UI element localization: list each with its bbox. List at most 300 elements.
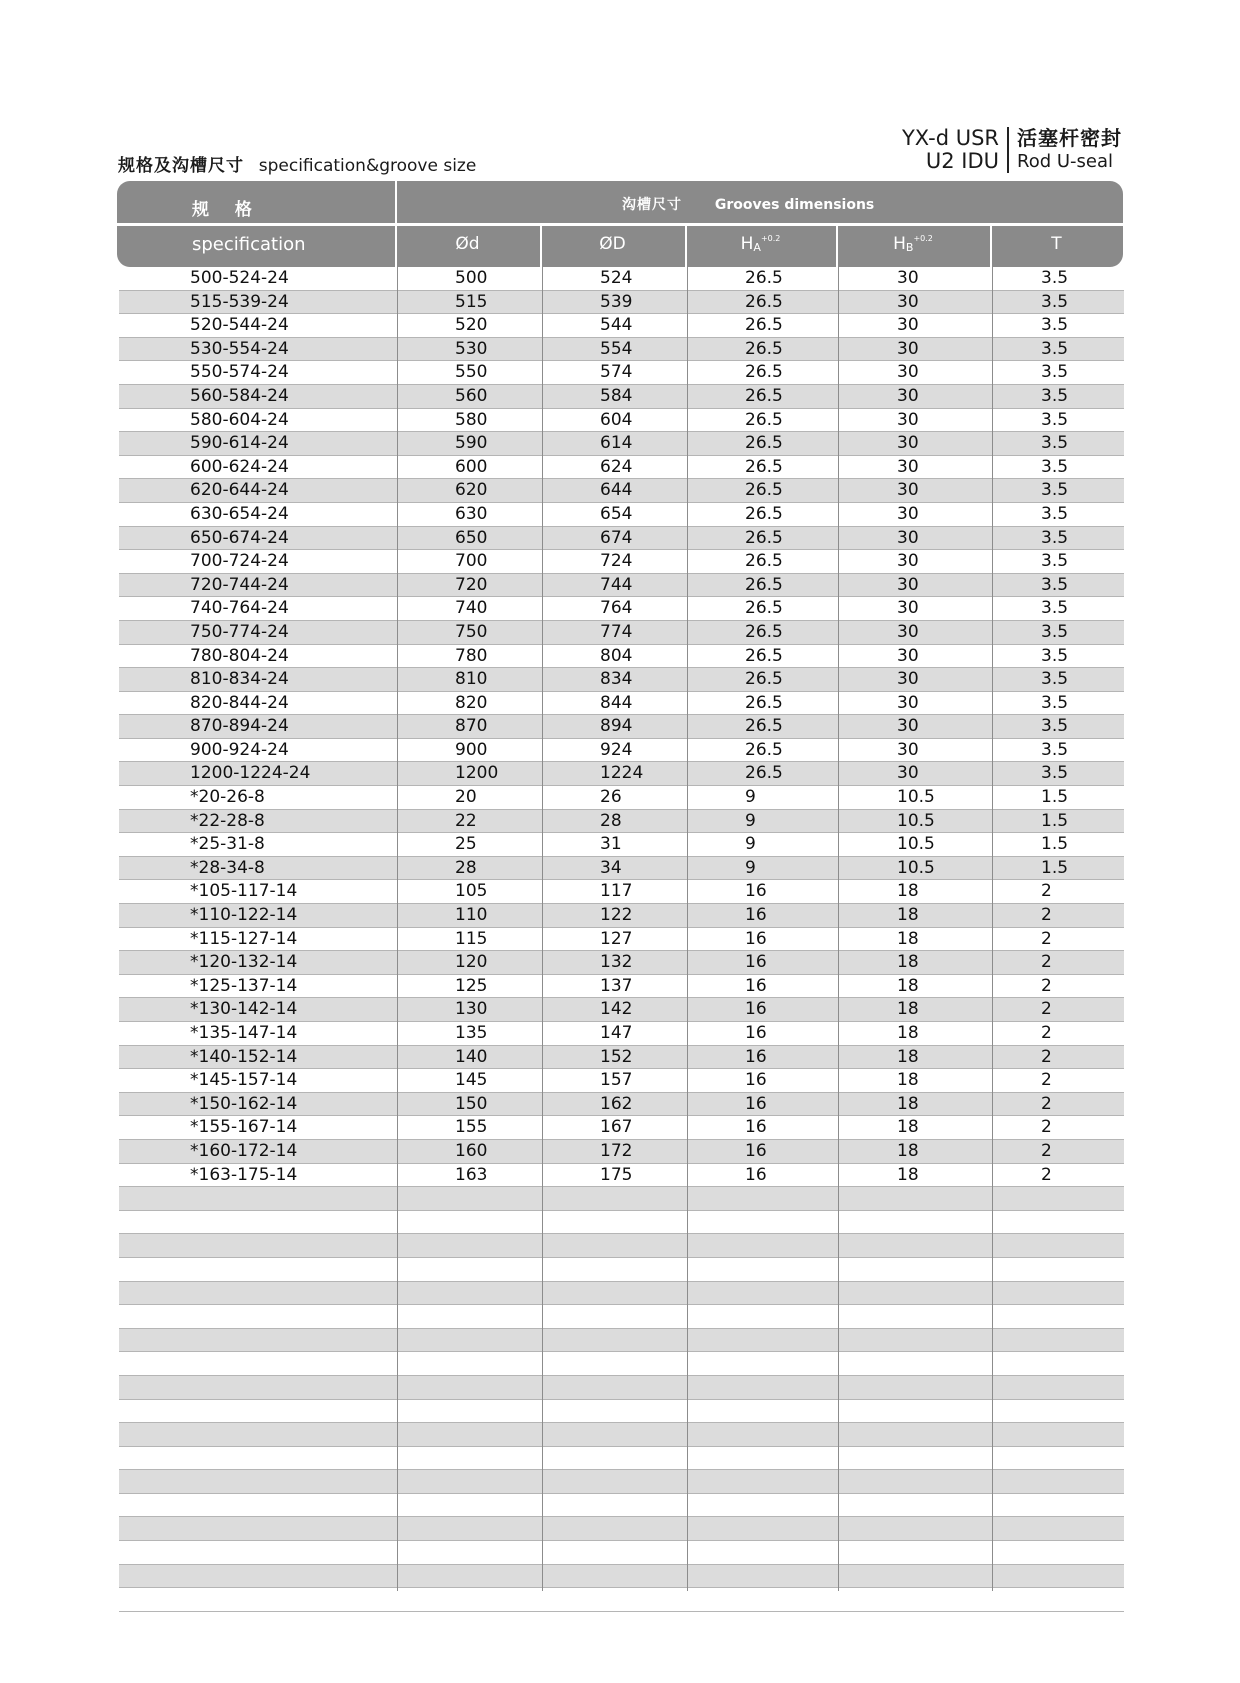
cell-spec: *155-167-14 xyxy=(190,1117,298,1138)
cell-D: 26 xyxy=(600,787,622,808)
cell-t: 3.5 xyxy=(1041,362,1069,383)
cell-ha: 26.5 xyxy=(745,362,783,383)
cell-d: 500 xyxy=(455,268,488,288)
table-row xyxy=(119,1400,1124,1424)
cell-D: 624 xyxy=(600,456,633,477)
cell-d: 900 xyxy=(455,739,488,760)
table-row xyxy=(119,385,1124,409)
table-row xyxy=(119,597,1124,621)
model-codes xyxy=(902,127,1009,173)
table-row xyxy=(119,810,1124,834)
table-row xyxy=(119,1329,1124,1353)
cell-D: 122 xyxy=(600,905,633,926)
cell-hb: 18 xyxy=(897,928,919,949)
table-row xyxy=(119,550,1124,574)
header-col-hb-tolerance: +0.2 xyxy=(913,234,933,243)
cell-hb: 30 xyxy=(897,480,919,501)
cell-spec: *22-28-8 xyxy=(190,810,265,831)
cell-spec: 550-574-24 xyxy=(190,362,289,383)
cell-d: 22 xyxy=(455,810,477,831)
header-divider xyxy=(117,223,1123,226)
cell-t: 3.5 xyxy=(1041,456,1069,477)
cell-ha: 9 xyxy=(745,857,756,878)
cell-D: 152 xyxy=(600,1046,633,1067)
cell-ha: 16 xyxy=(745,1093,767,1114)
table-row xyxy=(119,998,1124,1022)
cell-hb: 18 xyxy=(897,1117,919,1138)
cell-ha: 26.5 xyxy=(745,669,783,690)
cell-t: 3.5 xyxy=(1041,716,1069,737)
header-col-ha-main: H xyxy=(740,234,754,254)
cell-hb: 30 xyxy=(897,763,919,784)
cell-ha: 26.5 xyxy=(745,503,783,524)
table-row xyxy=(119,762,1124,786)
table-row xyxy=(119,1093,1124,1117)
cell-t: 2 xyxy=(1041,1070,1052,1091)
cell-D: 614 xyxy=(600,433,633,454)
cell-hb: 30 xyxy=(897,409,919,430)
cell-spec: *135-147-14 xyxy=(190,1023,298,1043)
cell-ha: 16 xyxy=(745,905,767,926)
cell-t: 3.5 xyxy=(1041,669,1069,690)
cell-ha: 16 xyxy=(745,1117,767,1138)
table-row xyxy=(119,1211,1124,1235)
table-row xyxy=(119,928,1124,952)
table-row xyxy=(119,715,1124,739)
cell-t: 2 xyxy=(1041,1023,1052,1043)
cell-spec: 810-834-24 xyxy=(190,669,289,690)
cell-hb: 30 xyxy=(897,574,919,595)
cell-D: 584 xyxy=(600,385,633,406)
cell-d: 600 xyxy=(455,456,488,477)
cell-spec: 720-744-24 xyxy=(190,574,289,595)
cell-spec: *145-157-14 xyxy=(190,1070,298,1091)
cell-spec: 520-544-24 xyxy=(190,315,289,336)
cell-d: 163 xyxy=(455,1164,488,1185)
table-row xyxy=(119,527,1124,551)
cell-t: 2 xyxy=(1041,1164,1052,1185)
column-divider-spec xyxy=(397,267,398,1591)
cell-d: 590 xyxy=(455,433,488,454)
cell-ha: 26.5 xyxy=(745,598,783,619)
cell-t: 3.5 xyxy=(1041,409,1069,430)
cell-t: 3.5 xyxy=(1041,645,1069,666)
cell-ha: 26.5 xyxy=(745,385,783,406)
header-col-d: Ød xyxy=(455,234,480,254)
cell-d: 135 xyxy=(455,1023,488,1043)
cell-t: 3.5 xyxy=(1041,598,1069,619)
cell-D: 132 xyxy=(600,952,633,973)
cell-t: 2 xyxy=(1041,1093,1052,1114)
cell-D: 28 xyxy=(600,810,622,831)
cell-t: 3.5 xyxy=(1041,527,1069,548)
cell-t: 3.5 xyxy=(1041,621,1069,642)
cell-hb: 18 xyxy=(897,1046,919,1067)
cell-t: 3.5 xyxy=(1041,268,1069,288)
cell-hb: 18 xyxy=(897,881,919,902)
cell-ha: 16 xyxy=(745,1164,767,1185)
cell-D: 544 xyxy=(600,315,633,336)
cell-D: 604 xyxy=(600,409,633,430)
table-body xyxy=(119,267,1124,1612)
cell-t: 3.5 xyxy=(1041,385,1069,406)
table-row xyxy=(119,786,1124,810)
page-heading xyxy=(118,151,476,176)
cell-spec: *110-122-14 xyxy=(190,905,298,926)
cell-hb: 30 xyxy=(897,338,919,359)
table-row xyxy=(119,1517,1124,1541)
cell-D: 804 xyxy=(600,645,633,666)
cell-hb: 18 xyxy=(897,999,919,1020)
table-row xyxy=(119,503,1124,527)
header-groove-cn: 沟槽尺寸 xyxy=(622,197,682,213)
cell-t: 2 xyxy=(1041,905,1052,926)
table-row xyxy=(119,645,1124,669)
table-row xyxy=(119,1494,1124,1518)
cell-t: 1.5 xyxy=(1041,834,1069,855)
table-row xyxy=(119,857,1124,881)
cell-ha: 9 xyxy=(745,787,756,808)
table-row xyxy=(119,1447,1124,1471)
cell-D: 175 xyxy=(600,1164,633,1185)
cell-D: 162 xyxy=(600,1093,633,1114)
cell-spec: 500-524-24 xyxy=(190,268,289,288)
cell-t: 2 xyxy=(1041,928,1052,949)
cell-hb: 30 xyxy=(897,385,919,406)
cell-d: 520 xyxy=(455,315,488,336)
cell-ha: 26.5 xyxy=(745,338,783,359)
table-row xyxy=(119,1046,1124,1070)
cell-d: 130 xyxy=(455,999,488,1020)
cell-t: 2 xyxy=(1041,999,1052,1020)
table-row xyxy=(119,951,1124,975)
cell-t: 1.5 xyxy=(1041,787,1069,808)
cell-spec: *160-172-14 xyxy=(190,1140,298,1161)
cell-ha: 26.5 xyxy=(745,692,783,713)
table-row xyxy=(119,291,1124,315)
cell-ha: 26.5 xyxy=(745,551,783,572)
cell-D: 167 xyxy=(600,1117,633,1138)
cell-D: 724 xyxy=(600,551,633,572)
cell-hb: 30 xyxy=(897,291,919,312)
cell-D: 147 xyxy=(600,1023,633,1043)
header-spec-cn: 规 格 xyxy=(192,200,262,220)
cell-t: 3.5 xyxy=(1041,763,1069,784)
cell-D: 31 xyxy=(600,834,622,855)
cell-d: 580 xyxy=(455,409,488,430)
cell-ha: 16 xyxy=(745,952,767,973)
cell-d: 1200 xyxy=(455,763,499,784)
table-row xyxy=(119,314,1124,338)
cell-hb: 30 xyxy=(897,645,919,666)
table-row xyxy=(119,1116,1124,1140)
cell-spec: *163-175-14 xyxy=(190,1164,298,1185)
table-row xyxy=(119,338,1124,362)
cell-ha: 26.5 xyxy=(745,716,783,737)
table-row xyxy=(119,975,1124,999)
cell-ha: 26.5 xyxy=(745,433,783,454)
table-row xyxy=(119,574,1124,598)
cell-d: 630 xyxy=(455,503,488,524)
header-col-ha-sub: A xyxy=(753,241,761,254)
table-row xyxy=(119,833,1124,857)
cell-spec: 630-654-24 xyxy=(190,503,289,524)
table-row xyxy=(119,692,1124,716)
model-name-en: Rod U-seal xyxy=(1017,151,1114,172)
header-groove-en: Grooves dimensions xyxy=(714,197,875,213)
cell-spec: *125-137-14 xyxy=(190,975,298,996)
cell-hb: 18 xyxy=(897,1093,919,1114)
table-row xyxy=(119,621,1124,645)
cell-d: 750 xyxy=(455,621,488,642)
cell-spec: 900-924-24 xyxy=(190,739,289,760)
header-spec-en: specification xyxy=(192,234,306,255)
cell-d: 550 xyxy=(455,362,488,383)
cell-hb: 18 xyxy=(897,975,919,996)
cell-t: 2 xyxy=(1041,1046,1052,1067)
cell-d: 620 xyxy=(455,480,488,501)
cell-spec: 590-614-24 xyxy=(190,433,289,454)
cell-d: 115 xyxy=(455,928,488,949)
cell-hb: 18 xyxy=(897,1023,919,1043)
cell-spec: 740-764-24 xyxy=(190,598,289,619)
cell-t: 2 xyxy=(1041,975,1052,996)
cell-D: 844 xyxy=(600,692,633,713)
cell-ha: 26.5 xyxy=(745,480,783,501)
cell-spec: *120-132-14 xyxy=(190,952,298,973)
table-row xyxy=(119,904,1124,928)
cell-hb: 30 xyxy=(897,315,919,336)
cell-hb: 30 xyxy=(897,527,919,548)
header-col-D: ØD xyxy=(599,234,626,254)
cell-ha: 16 xyxy=(745,999,767,1020)
cell-ha: 16 xyxy=(745,1140,767,1161)
cell-d: 560 xyxy=(455,385,488,406)
cell-t: 3.5 xyxy=(1041,480,1069,501)
cell-spec: *28-34-8 xyxy=(190,857,265,878)
column-divider-ha xyxy=(838,267,839,1591)
cell-t: 2 xyxy=(1041,952,1052,973)
table-header xyxy=(117,181,1123,267)
cell-hb: 30 xyxy=(897,716,919,737)
table-row xyxy=(119,739,1124,763)
cell-spec: 870-894-24 xyxy=(190,716,289,737)
cell-hb: 18 xyxy=(897,1140,919,1161)
cell-spec: 820-844-24 xyxy=(190,692,289,713)
cell-D: 644 xyxy=(600,480,633,501)
page-heading-en: specification&groove size xyxy=(258,156,477,176)
table-row xyxy=(119,1164,1124,1188)
cell-spec: *20-26-8 xyxy=(190,787,265,808)
cell-d: 105 xyxy=(455,881,488,902)
cell-d: 160 xyxy=(455,1140,488,1161)
cell-D: 744 xyxy=(600,574,633,595)
cell-t: 3.5 xyxy=(1041,291,1069,312)
cell-d: 720 xyxy=(455,574,488,595)
header-divider-spec xyxy=(395,181,397,267)
cell-hb: 30 xyxy=(897,598,919,619)
column-divider-hb xyxy=(992,267,993,1591)
cell-ha: 16 xyxy=(745,928,767,949)
cell-D: 117 xyxy=(600,881,633,902)
cell-t: 3.5 xyxy=(1041,739,1069,760)
cell-D: 137 xyxy=(600,975,633,996)
cell-t: 3.5 xyxy=(1041,433,1069,454)
table-row xyxy=(119,1282,1124,1306)
cell-hb: 10.5 xyxy=(897,834,935,855)
column-divider-d xyxy=(542,267,543,1591)
cell-spec: 620-644-24 xyxy=(190,480,289,501)
cell-ha: 26.5 xyxy=(745,268,783,288)
cell-d: 870 xyxy=(455,716,488,737)
header-col-hb-main: H xyxy=(893,234,906,254)
cell-hb: 30 xyxy=(897,621,919,642)
cell-t: 3.5 xyxy=(1041,503,1069,524)
cell-spec: 780-804-24 xyxy=(190,645,289,666)
cell-hb: 10.5 xyxy=(897,810,935,831)
cell-D: 539 xyxy=(600,291,633,312)
cell-D: 654 xyxy=(600,503,633,524)
cell-ha: 26.5 xyxy=(745,645,783,666)
cell-hb: 10.5 xyxy=(897,857,935,878)
cell-hb: 30 xyxy=(897,551,919,572)
cell-ha: 26.5 xyxy=(745,763,783,784)
cell-hb: 30 xyxy=(897,456,919,477)
header-col-t: T xyxy=(1051,234,1062,254)
table-row xyxy=(119,1470,1124,1494)
cell-ha: 26.5 xyxy=(745,291,783,312)
table-row xyxy=(119,1376,1124,1400)
table-row xyxy=(119,456,1124,480)
table-row xyxy=(119,361,1124,385)
header-col-hb-sub: B xyxy=(905,241,914,254)
cell-t: 1.5 xyxy=(1041,857,1069,878)
cell-spec: 580-604-24 xyxy=(190,409,289,430)
cell-ha: 26.5 xyxy=(745,409,783,430)
table-row xyxy=(119,1541,1124,1565)
cell-hb: 10.5 xyxy=(897,787,935,808)
cell-d: 28 xyxy=(455,857,477,878)
cell-d: 120 xyxy=(455,952,488,973)
table-row xyxy=(119,479,1124,503)
cell-d: 140 xyxy=(455,1046,488,1067)
cell-ha: 26.5 xyxy=(745,621,783,642)
cell-d: 110 xyxy=(455,905,488,926)
cell-hb: 30 xyxy=(897,433,919,454)
cell-hb: 30 xyxy=(897,503,919,524)
cell-ha: 9 xyxy=(745,834,756,855)
cell-ha: 16 xyxy=(745,1046,767,1067)
table-row xyxy=(119,1588,1124,1612)
table-row xyxy=(119,1305,1124,1329)
model-code-primary: YX-d USR xyxy=(901,126,999,150)
model-title-block xyxy=(902,127,1122,173)
cell-ha: 26.5 xyxy=(745,739,783,760)
cell-spec: 515-539-24 xyxy=(190,291,289,312)
cell-D: 34 xyxy=(600,857,622,878)
cell-d: 700 xyxy=(455,551,488,572)
cell-D: 524 xyxy=(600,268,633,288)
cell-hb: 18 xyxy=(897,1164,919,1185)
cell-t: 3.5 xyxy=(1041,315,1069,336)
cell-d: 740 xyxy=(455,598,488,619)
cell-spec: *150-162-14 xyxy=(190,1093,298,1114)
table-row xyxy=(119,1565,1124,1589)
cell-d: 125 xyxy=(455,975,488,996)
cell-t: 3.5 xyxy=(1041,338,1069,359)
table-row xyxy=(119,1423,1124,1447)
table-row xyxy=(119,1352,1124,1376)
table-row xyxy=(119,1069,1124,1093)
cell-d: 530 xyxy=(455,338,488,359)
cell-spec: 650-674-24 xyxy=(190,527,289,548)
model-name-cn: 活塞杆密封 xyxy=(1017,126,1122,150)
cell-spec: 530-554-24 xyxy=(190,338,289,359)
cell-t: 2 xyxy=(1041,881,1052,902)
cell-spec: 1200-1224-24 xyxy=(190,763,311,784)
cell-spec: *25-31-8 xyxy=(190,834,265,855)
cell-ha: 26.5 xyxy=(745,527,783,548)
cell-D: 574 xyxy=(600,362,633,383)
cell-D: 127 xyxy=(600,928,633,949)
table-row xyxy=(119,1140,1124,1164)
table-row xyxy=(119,668,1124,692)
cell-hb: 30 xyxy=(897,268,919,288)
cell-ha: 16 xyxy=(745,1023,767,1043)
cell-hb: 30 xyxy=(897,669,919,690)
header-col-hb xyxy=(836,234,990,254)
cell-D: 894 xyxy=(600,716,633,737)
cell-spec: *105-117-14 xyxy=(190,881,298,902)
cell-d: 20 xyxy=(455,787,477,808)
cell-spec: *130-142-14 xyxy=(190,999,298,1020)
cell-hb: 18 xyxy=(897,905,919,926)
cell-ha: 16 xyxy=(745,1070,767,1091)
cell-spec: 560-584-24 xyxy=(190,385,289,406)
column-divider-D xyxy=(687,267,688,1591)
cell-t: 3.5 xyxy=(1041,574,1069,595)
table-row xyxy=(119,1234,1124,1258)
cell-spec: 600-624-24 xyxy=(190,456,289,477)
header-groove xyxy=(622,194,874,214)
table-row xyxy=(119,1187,1124,1211)
cell-hb: 18 xyxy=(897,952,919,973)
table-row xyxy=(119,1022,1124,1046)
cell-d: 780 xyxy=(455,645,488,666)
cell-hb: 30 xyxy=(897,739,919,760)
cell-spec: *115-127-14 xyxy=(190,928,298,949)
table-row xyxy=(119,880,1124,904)
cell-D: 764 xyxy=(600,598,633,619)
cell-D: 924 xyxy=(600,739,633,760)
cell-d: 810 xyxy=(455,669,488,690)
cell-ha: 26.5 xyxy=(745,574,783,595)
model-code-secondary: U2 IDU xyxy=(925,149,999,173)
cell-D: 172 xyxy=(600,1140,633,1161)
cell-ha: 16 xyxy=(745,881,767,902)
cell-D: 834 xyxy=(600,669,633,690)
cell-ha: 26.5 xyxy=(745,456,783,477)
cell-D: 674 xyxy=(600,527,633,548)
table-row xyxy=(119,409,1124,433)
cell-hb: 30 xyxy=(897,692,919,713)
cell-d: 515 xyxy=(455,291,488,312)
table-row xyxy=(119,432,1124,456)
cell-D: 157 xyxy=(600,1070,633,1091)
cell-D: 1224 xyxy=(600,763,644,784)
cell-spec: *140-152-14 xyxy=(190,1046,298,1067)
cell-t: 3.5 xyxy=(1041,551,1069,572)
